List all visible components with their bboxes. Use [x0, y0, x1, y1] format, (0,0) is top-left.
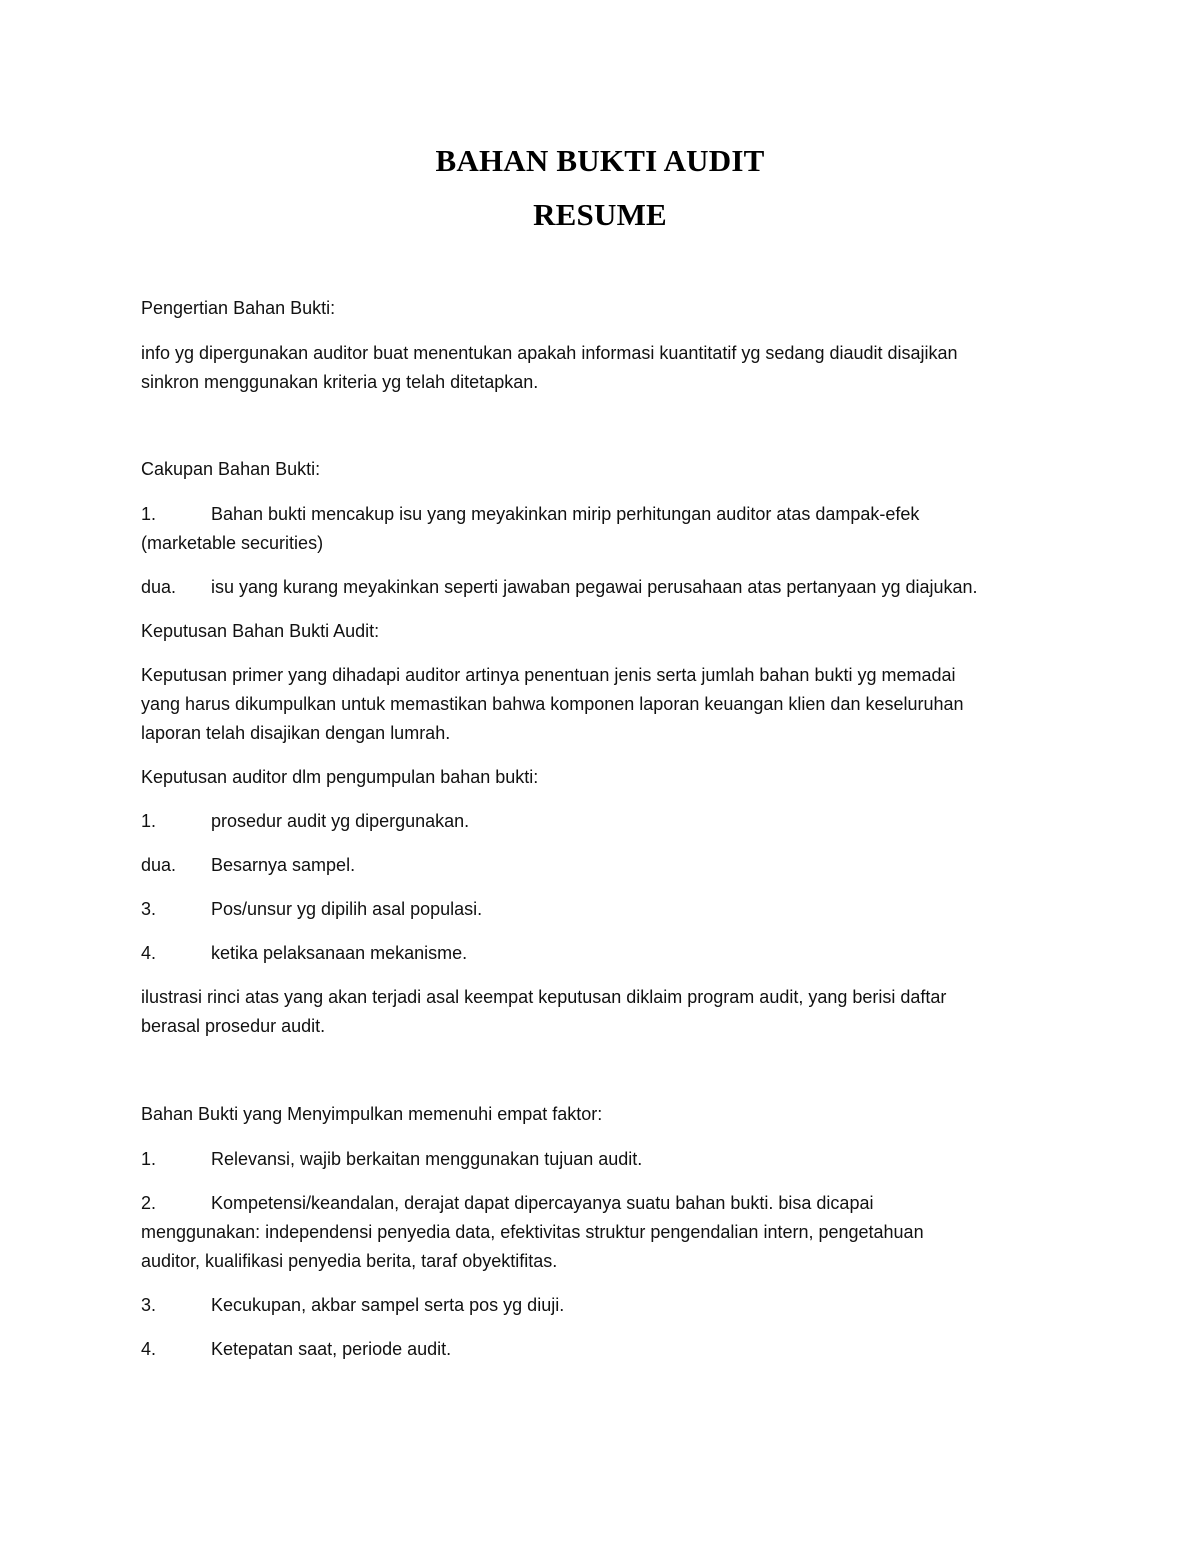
list-number: 2. — [141, 1193, 157, 1213]
paragraph-line: yang harus dikumpulkan untuk memastikan bahwa komponen laporan keuangan klien dan keseluruhan — [141, 694, 964, 714]
list-item-text: prosedur audit yg dipergunakan. — [211, 811, 470, 831]
paragraph-line: berasal prosedur audit. — [141, 1016, 326, 1036]
list-item-text: ketika pelaksanaan mekanisme. — [211, 943, 468, 963]
document-subtitle: RESUME — [533, 197, 667, 232]
document-title: BAHAN BUKTI AUDIT — [435, 143, 765, 178]
section-heading-keputusan: Keputusan Bahan Bukti Audit: — [141, 621, 380, 641]
list-number: 4. — [141, 943, 157, 963]
list-item-text: Ketepatan saat, periode audit. — [211, 1339, 452, 1359]
section-heading-menyimpulkan: Bahan Bukti yang Menyimpulkan memenuhi empat faktor: — [141, 1104, 603, 1124]
list-item-text: Besarnya sampel. — [211, 855, 356, 875]
list-number: dua. — [141, 577, 177, 597]
list-item-continuation: auditor, kualifikasi penyedia berita, taraf obyektifitas. — [141, 1251, 558, 1271]
paragraph-line: sinkron menggunakan kriteria yg telah ditetapkan. — [141, 372, 539, 392]
list-number: dua. — [141, 855, 177, 875]
list-number: 1. — [141, 504, 157, 524]
list-number: 3. — [141, 899, 157, 919]
section-heading-cakupan: Cakupan Bahan Bukti: — [141, 459, 321, 479]
list-item-text: Pos/unsur yg dipilih asal populasi. — [211, 899, 483, 919]
paragraph-line: info yg dipergunakan auditor buat menentukan apakah informasi kuantitatif yg sedang diaudit disajikan — [141, 343, 958, 363]
list-item-text: Relevansi, wajib berkaitan menggunakan tujuan audit. — [211, 1149, 643, 1169]
section-heading-keputusan-auditor: Keputusan auditor dlm pengumpulan bahan bukti: — [141, 767, 539, 787]
list-number: 1. — [141, 1149, 157, 1169]
list-item-text: isu yang kurang meyakinkan seperti jawaban pegawai perusahaan atas pertanyaan yg diajukan. — [211, 577, 978, 597]
list-number: 4. — [141, 1339, 157, 1359]
list-number: 1. — [141, 811, 157, 831]
list-item-text: Bahan bukti mencakup isu yang meyakinkan mirip perhitungan auditor atas dampak-efek — [211, 504, 920, 524]
list-number: 3. — [141, 1295, 157, 1315]
section-heading-pengertian: Pengertian Bahan Bukti: — [141, 298, 336, 318]
paragraph-line: Keputusan primer yang dihadapi auditor artinya penentuan jenis serta jumlah bahan bukti yg memadai — [141, 665, 956, 685]
list-item-continuation: (marketable securities) — [141, 533, 324, 553]
paragraph-line: laporan telah disajikan dengan lumrah. — [141, 723, 451, 743]
list-item-text: Kecukupan, akbar sampel serta pos yg diuji. — [211, 1295, 565, 1315]
list-item-text: Kompetensi/keandalan, derajat dapat dipercayanya suatu bahan bukti. bisa dicapai — [211, 1193, 874, 1213]
list-item-continuation: menggunakan: independensi penyedia data, efektivitas struktur pengendalian intern, pengetahuan — [141, 1222, 924, 1242]
paragraph-line: ilustrasi rinci atas yang akan terjadi asal keempat keputusan diklaim program audit, yang berisi daftar — [141, 987, 947, 1007]
